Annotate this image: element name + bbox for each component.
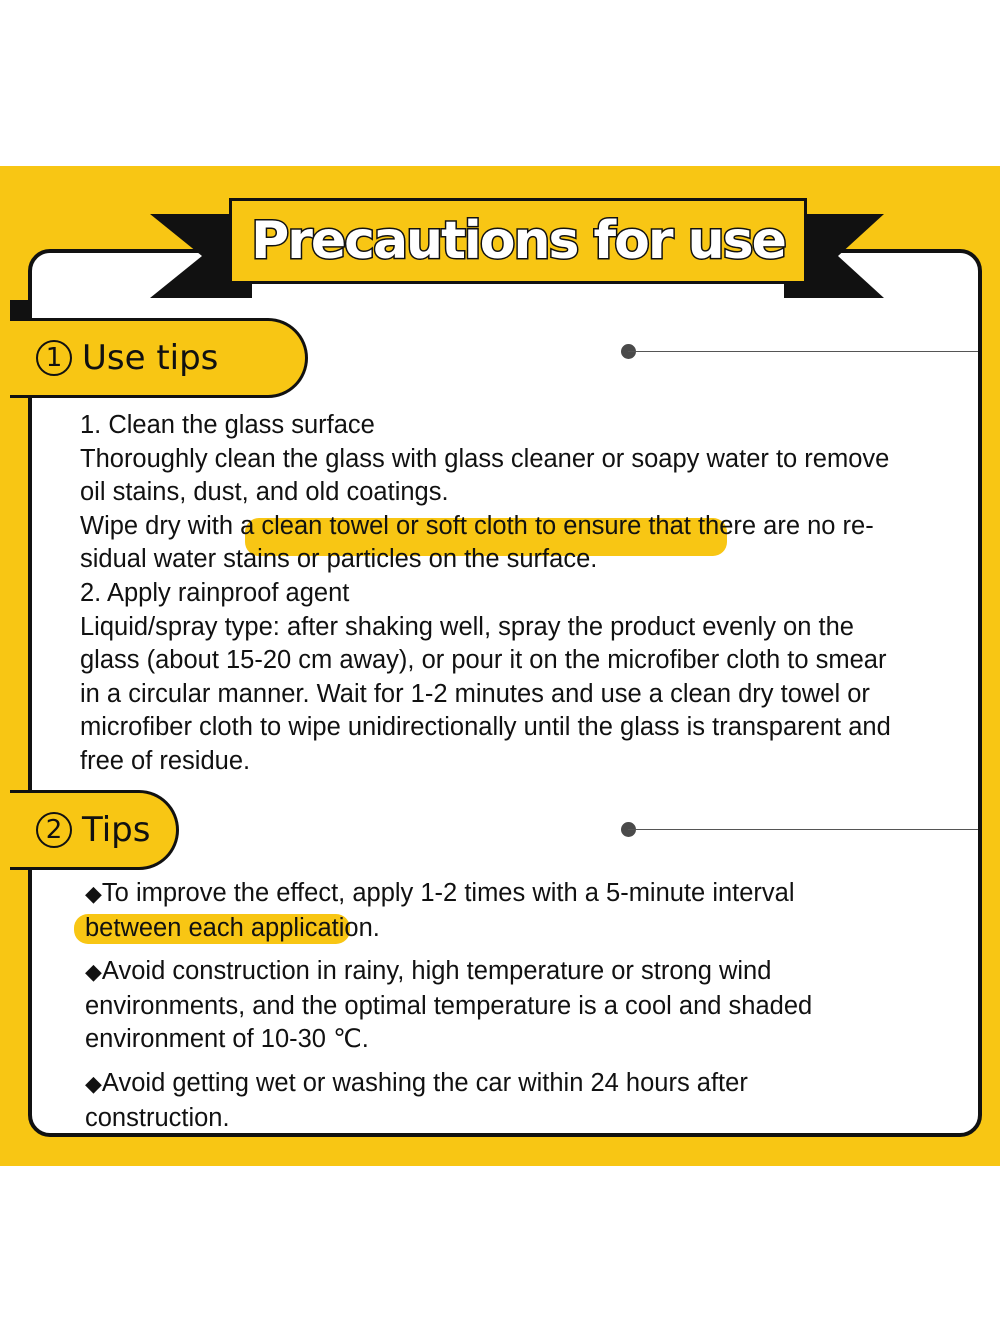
tips-body — [85, 877, 965, 1145]
step2-line-1: Liquid/spray type: after shaking well, spray the product evenly on the — [80, 612, 854, 641]
use-tips-body — [80, 409, 980, 779]
diamond-bullet-icon: ◆ — [85, 882, 102, 907]
title-banner — [229, 198, 807, 284]
section-label-tips: Tips — [82, 810, 151, 850]
step2-line-5: free of residue. — [80, 746, 251, 775]
step1-heading: 1. Clean the glass surface — [80, 411, 375, 439]
step1-line-3: Wipe dry with a clean towel or soft cloth to ensure that there are no re- — [80, 511, 874, 540]
step1-line-4: sidual water stains or particles on the surface. — [80, 545, 598, 574]
step2-line-4: microfiber cloth to wipe unidirectionally until the glass is transparent and — [80, 713, 891, 742]
tip-3-line-2: construction. — [85, 1103, 230, 1132]
tip-1-line-2: between each application. — [85, 913, 380, 942]
tip-2-line-2: environments, and the optimal temperature is a cool and shaded — [85, 991, 813, 1020]
section-label-use-tips: Use tips — [82, 338, 219, 378]
step1-line-2: oil stains, dust, and old coatings. — [80, 478, 449, 507]
tip-item-3 — [85, 1067, 965, 1135]
tip-1-line-1: ◆To improve the effect, apply 1-2 times with a 5-minute interval — [85, 879, 795, 907]
tip-3-line-1: ◆Avoid getting wet or washing the car within 24 hours after — [85, 1068, 748, 1097]
step2-line-2: glass (about 15-20 cm away), or pour it on the microfiber cloth to smear — [80, 646, 887, 675]
diamond-bullet-icon: ◆ — [85, 1071, 102, 1097]
section-tab-tips — [10, 790, 179, 870]
step2-line-3: in a circular manner. Wait for 1-2 minutes and use a clean dry towel or — [80, 679, 870, 708]
section-tab-use-tips — [10, 318, 308, 398]
tip-2-line-1: ◆Avoid construction in rainy, high temperature or strong wind — [85, 957, 772, 986]
tip-item-2 — [85, 955, 965, 1057]
section-divider-line-1 — [628, 351, 978, 352]
diamond-bullet-icon: ◆ — [85, 960, 102, 986]
page-title: Precautions for use — [251, 211, 785, 271]
section-number-1: 1 — [36, 340, 72, 376]
section-number-2: 2 — [36, 812, 72, 848]
tip-2-line-3: environment of 10-30 ℃. — [85, 1025, 369, 1054]
step1-line-1: Thoroughly clean the glass with glass cleaner or soapy water to remove — [80, 444, 890, 473]
tip-item-1 — [85, 877, 965, 945]
section-divider-line-2 — [628, 829, 978, 830]
step2-heading: 2. Apply rainproof agent — [80, 578, 350, 607]
